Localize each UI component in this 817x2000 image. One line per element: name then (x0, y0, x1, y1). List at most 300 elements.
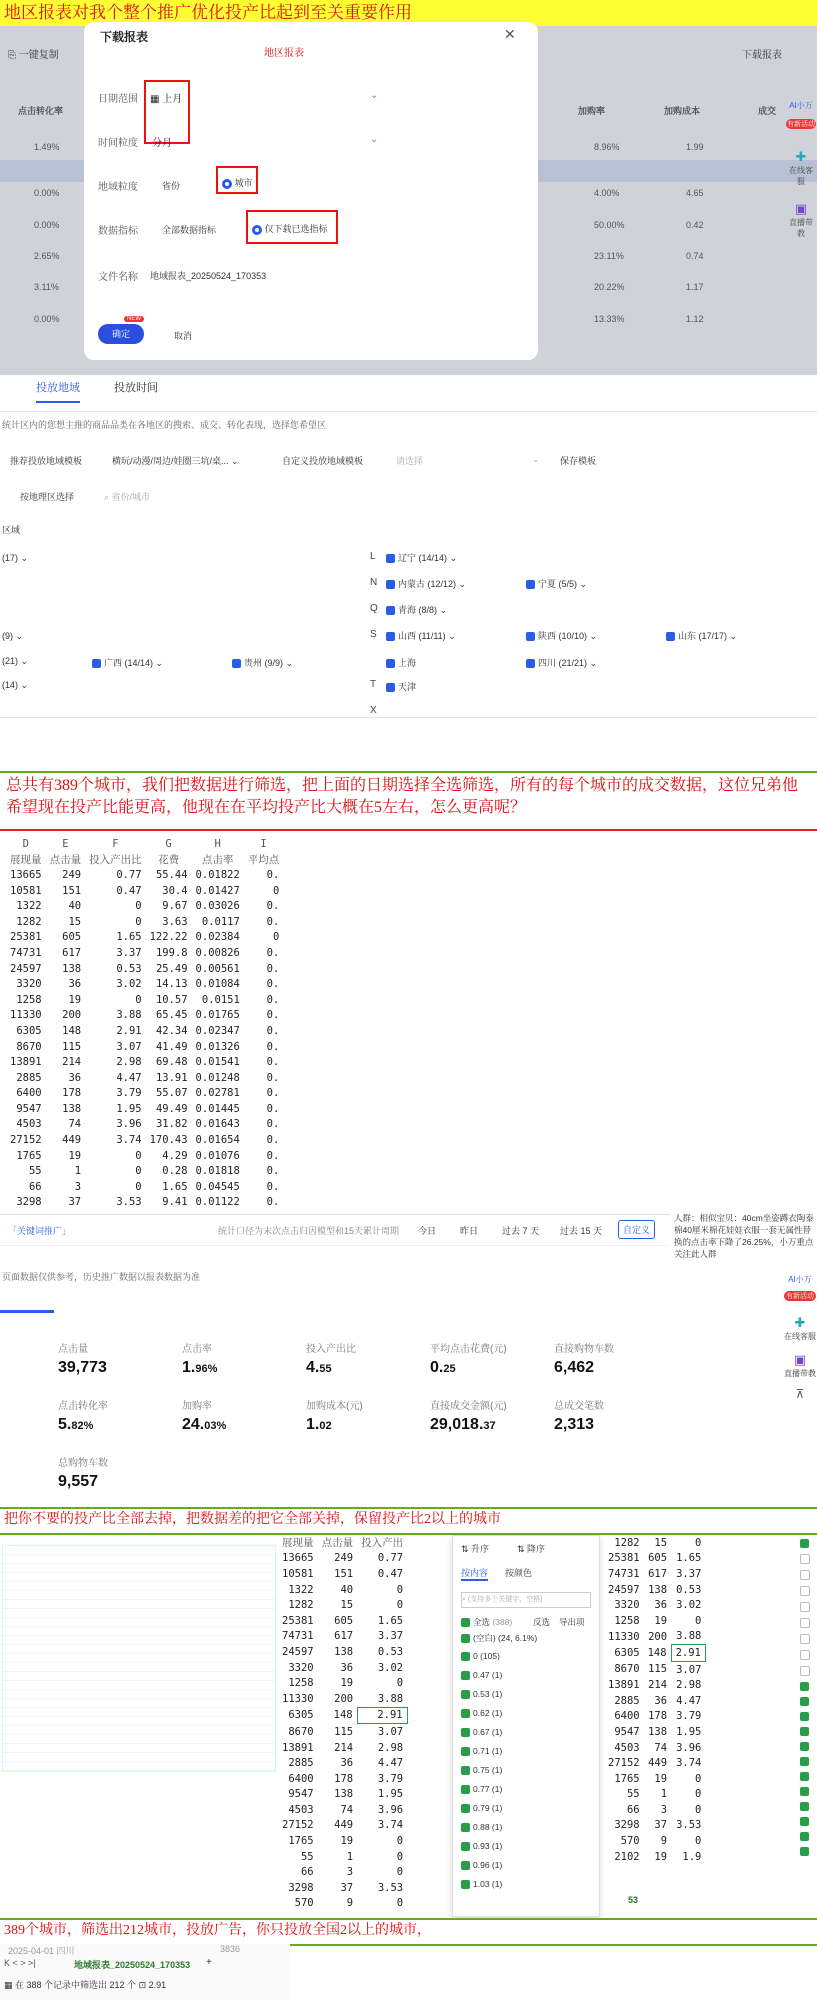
table-cell[interactable]: 3 (346, 1866, 354, 1879)
table-cell[interactable]: 4503 (288, 1803, 314, 1816)
checkbox-checked-icon[interactable] (800, 1802, 809, 1811)
checkbox-checked-icon[interactable] (800, 1682, 809, 1691)
add-sheet-icon[interactable]: + (206, 1957, 212, 1968)
table-cell[interactable]: 3.79 (116, 1087, 142, 1100)
table-cell[interactable]: 0 (135, 1165, 142, 1178)
table-cell[interactable]: 617 (648, 1567, 668, 1580)
table-cell[interactable]: 9.67 (162, 900, 188, 913)
table-cell[interactable]: 3320 (288, 1661, 314, 1674)
partial-region[interactable]: (9) ⌄ (2, 631, 24, 641)
table-cell[interactable]: 0.02384 (195, 931, 240, 944)
ai-label-2[interactable]: AI小万 (788, 1275, 812, 1284)
table-cell[interactable]: 13.91 (155, 1071, 188, 1084)
checkbox-checked-icon[interactable] (800, 1772, 809, 1781)
table-cell[interactable]: 617 (62, 946, 82, 959)
table-cell[interactable]: 0. (266, 993, 280, 1006)
table-cell[interactable]: 0.47 (377, 1567, 404, 1580)
filter-search-input[interactable]: ⌕ (支持多个关键字，空格) (461, 1592, 591, 1608)
table-cell[interactable]: 3.07 (116, 1040, 142, 1053)
table-cell[interactable]: 0.04545 (195, 1180, 240, 1193)
table-cell[interactable]: 0 (135, 993, 142, 1006)
table-cell[interactable]: 0.03026 (195, 900, 240, 913)
table-cell[interactable]: 2885 (288, 1757, 314, 1770)
table-cell[interactable]: 0. (266, 1071, 280, 1084)
table-cell[interactable]: 65.45 (155, 1009, 188, 1022)
table-cell[interactable]: 1322 (16, 900, 42, 913)
table-cell[interactable]: 36 (68, 978, 82, 991)
table-cell[interactable]: 8670 (614, 1663, 640, 1676)
table-cell[interactable]: 10581 (282, 1567, 314, 1580)
checkbox-checked-icon[interactable] (800, 1817, 809, 1826)
table-cell[interactable]: 0. (266, 1149, 280, 1162)
table-cell[interactable]: 74731 (282, 1630, 314, 1643)
table-cell[interactable]: 1.65 (377, 1614, 404, 1627)
table-cell[interactable]: 3.79 (676, 1710, 702, 1723)
custom-template-select[interactable]: 请选择 (396, 456, 424, 466)
table-cell[interactable]: 19 (340, 1835, 354, 1848)
table-cell[interactable]: 2885 (614, 1694, 640, 1707)
table-cell[interactable]: 19 (654, 1850, 668, 1863)
table-cell[interactable]: 1765 (614, 1772, 640, 1785)
service-label-2[interactable]: 在线客服 (784, 1332, 816, 1341)
table-cell[interactable]: 0.77 (116, 868, 142, 881)
metric-card[interactable] (554, 1397, 604, 1434)
checkbox-unchecked-icon[interactable] (800, 1666, 810, 1676)
table-cell[interactable]: 1322 (288, 1583, 314, 1596)
table-cell[interactable]: 570 (620, 1835, 640, 1848)
table-cell[interactable]: 138 (62, 962, 82, 975)
table-cell[interactable]: 0. (266, 1134, 280, 1147)
live-label-2[interactable]: 直播带教 (784, 1369, 816, 1378)
column-header[interactable]: 展现量 (282, 1537, 314, 1550)
select-by-area-button[interactable]: 按地理区选择 (20, 492, 75, 502)
table-cell[interactable]: 25.49 (155, 962, 188, 975)
table-cell[interactable]: 0.01765 (195, 1009, 240, 1022)
table-cell[interactable]: 151 (62, 884, 82, 897)
table-cell[interactable]: 3.88 (377, 1692, 404, 1705)
table-cell[interactable]: 3.53 (116, 1196, 142, 1206)
table-cell[interactable]: 6305 (614, 1646, 640, 1659)
table-cell[interactable]: 0.01541 (195, 1056, 240, 1069)
region-guizhou[interactable]: 贵州 (9/9) ⌄ (232, 656, 293, 669)
table-cell[interactable]: 0 (396, 1835, 404, 1848)
scroll-top-icon[interactable]: ⊼ (795, 1387, 805, 1401)
table-cell[interactable]: 74731 (10, 946, 42, 959)
all-metrics-option[interactable]: 全部数据指标 (162, 225, 217, 235)
table-cell[interactable]: 570 (294, 1897, 314, 1910)
filter-option[interactable] (461, 1879, 502, 1889)
region-shanxi[interactable]: 山西 (11/11) ⌄ (386, 629, 456, 642)
table-cell[interactable]: 0. (266, 900, 280, 913)
table-cell[interactable]: 9547 (16, 1102, 42, 1115)
service-label[interactable]: 在线客服 (789, 166, 813, 186)
filter-option[interactable] (461, 1651, 500, 1661)
table-cell[interactable]: 0.0151 (201, 993, 240, 1006)
metric-card[interactable] (58, 1454, 108, 1491)
province-option[interactable] (162, 179, 180, 192)
filter-option[interactable] (461, 1822, 502, 1832)
table-cell[interactable]: 0.53 (377, 1645, 404, 1658)
region-ningxia[interactable]: 宁夏 (5/5) ⌄ (526, 577, 587, 590)
region-liaoning[interactable]: 辽宁 (14/14) ⌄ (386, 551, 457, 564)
table-cell[interactable]: 0.01248 (195, 1071, 240, 1084)
table-cell[interactable]: 249 (62, 868, 82, 881)
region-shanghai[interactable] (386, 656, 416, 669)
table-cell[interactable]: 151 (334, 1567, 354, 1580)
table-cell[interactable]: 6305 (288, 1709, 314, 1722)
table-cell[interactable]: 605 (62, 931, 82, 944)
table-cell[interactable]: 3.53 (377, 1881, 404, 1894)
tab-region[interactable]: 投放地域 (36, 379, 80, 403)
table-cell[interactable]: 3.07 (676, 1663, 702, 1676)
table-cell[interactable]: 0. (266, 978, 280, 991)
table-cell[interactable]: 9.41 (162, 1196, 188, 1206)
metric-card[interactable] (430, 1397, 507, 1434)
table-cell[interactable]: 55 (28, 1165, 42, 1178)
table-cell[interactable]: 138 (648, 1725, 668, 1738)
tab-by-color[interactable]: 按颜色 (505, 1568, 533, 1578)
table-cell[interactable]: 1.95 (116, 1102, 142, 1115)
table-cell[interactable]: 0. (266, 1180, 280, 1193)
table-cell[interactable]: 1 (346, 1850, 354, 1863)
table-cell[interactable]: 3.37 (377, 1630, 404, 1643)
region-neimenggu[interactable]: 内蒙古 (12/12) ⌄ (386, 577, 466, 590)
table-cell[interactable]: 1 (74, 1165, 82, 1178)
checkbox-unchecked-icon[interactable] (800, 1586, 810, 1596)
region-qinghai[interactable]: 青海 (8/8) ⌄ (386, 603, 447, 616)
table-cell[interactable]: 605 (334, 1614, 354, 1627)
table-cell[interactable]: 30.4 (162, 884, 188, 897)
table-cell[interactable]: 4.47 (377, 1757, 404, 1770)
table-cell[interactable]: 0.47 (116, 884, 142, 897)
table-cell[interactable]: 3.96 (377, 1803, 404, 1816)
checkbox-unchecked-icon[interactable] (800, 1634, 810, 1644)
close-icon[interactable]: ✕ (504, 26, 516, 42)
table-cell[interactable]: 10581 (10, 884, 42, 897)
table-cell[interactable]: 214 (62, 1056, 82, 1069)
table-cell[interactable]: 0.53 (116, 962, 142, 975)
table-cell[interactable]: 36 (654, 1599, 668, 1612)
metric-card[interactable] (182, 1397, 226, 1434)
table-cell[interactable]: 40 (340, 1583, 354, 1596)
table-cell[interactable]: 0 (695, 1614, 702, 1627)
table-cell[interactable]: 9547 (614, 1725, 640, 1738)
table-cell[interactable]: 3.37 (676, 1567, 702, 1580)
table-cell[interactable]: 2.98 (676, 1679, 702, 1692)
table-cell[interactable]: 15 (340, 1599, 354, 1612)
table-cell[interactable]: 74731 (608, 1567, 640, 1580)
table-cell[interactable]: 6400 (288, 1772, 314, 1785)
tab-by-content[interactable]: 按内容 (461, 1566, 488, 1581)
table-cell[interactable]: 3.88 (676, 1630, 702, 1643)
table-cell[interactable]: 0.01122 (195, 1196, 240, 1206)
table-cell[interactable]: 0.01445 (195, 1102, 240, 1115)
table-cell[interactable]: 3320 (614, 1599, 640, 1612)
table-cell[interactable]: 0. (266, 962, 280, 975)
table-cell[interactable]: 66 (300, 1866, 314, 1879)
table-cell[interactable]: 3.02 (676, 1599, 702, 1612)
table-cell[interactable]: 13665 (282, 1552, 314, 1565)
table-cell[interactable]: 1282 (288, 1599, 314, 1612)
filter-option[interactable] (461, 1860, 502, 1870)
table-cell[interactable]: 37 (68, 1196, 82, 1206)
table-cell[interactable]: 1.95 (377, 1788, 404, 1801)
table-cell[interactable]: 11330 (10, 1009, 42, 1022)
filter-option[interactable] (461, 1803, 502, 1813)
sheet-tab[interactable]: 地域报表_20250524_170353 (74, 1960, 191, 1970)
region-shandong[interactable]: 山东 (17/17) ⌄ (666, 629, 737, 642)
table-cell[interactable]: 1765 (16, 1149, 42, 1162)
table-cell[interactable]: 0.01084 (195, 978, 240, 991)
table-cell[interactable]: 66 (626, 1803, 640, 1816)
region-guangxi[interactable]: 广西 (14/14) ⌄ (92, 656, 163, 669)
table-cell[interactable]: 449 (334, 1819, 354, 1832)
filter-option[interactable] (461, 1746, 502, 1756)
sort-asc-button[interactable]: ⇅ 升序 (461, 1544, 490, 1554)
table-cell[interactable]: 138 (62, 1102, 82, 1115)
table-cell[interactable]: 6400 (614, 1710, 640, 1723)
table-cell[interactable]: 0 (272, 884, 280, 897)
filter-option[interactable] (461, 1689, 502, 1699)
table-cell[interactable]: 8670 (16, 1040, 42, 1053)
table-cell[interactable]: 3298 (288, 1881, 314, 1894)
table-cell[interactable]: 214 (334, 1741, 354, 1754)
date-custom[interactable]: 自定义 (618, 1220, 655, 1239)
invert-button[interactable]: 反选 (533, 1617, 551, 1627)
table-cell[interactable]: 24597 (608, 1583, 640, 1596)
table-cell[interactable]: 148 (647, 1646, 667, 1659)
keyword-link[interactable]: 「关键词推广」 (8, 1226, 72, 1236)
table-cell[interactable]: 13665 (10, 868, 42, 881)
table-cell[interactable]: 249 (334, 1552, 354, 1565)
table-cell[interactable]: 122.22 (149, 931, 188, 944)
table-cell[interactable]: 2.98 (116, 1056, 142, 1069)
table-cell[interactable]: 178 (62, 1087, 82, 1100)
table-cell[interactable]: 27152 (608, 1757, 640, 1770)
table-cell[interactable]: 3.79 (377, 1772, 404, 1785)
table-cell[interactable]: 0.01076 (195, 1149, 240, 1162)
table-cell[interactable]: 1.65 (162, 1180, 188, 1193)
table-cell[interactable]: 9 (660, 1835, 668, 1848)
filename-value[interactable]: 地域报表_20250524_170353 (150, 271, 267, 281)
table-cell[interactable]: 0.53 (676, 1583, 702, 1596)
table-cell[interactable]: 170.43 (149, 1134, 188, 1147)
table-cell[interactable]: 3.88 (116, 1009, 142, 1022)
table-cell[interactable]: 1258 (16, 993, 42, 1006)
table-cell[interactable]: 138 (648, 1583, 668, 1596)
table-cell[interactable]: 37 (340, 1881, 354, 1894)
table-cell[interactable]: 0 (135, 900, 142, 913)
table-cell[interactable]: 0. (266, 1009, 280, 1022)
table-cell[interactable]: 200 (62, 1009, 82, 1022)
selected-metrics-option[interactable] (252, 222, 328, 235)
checkbox-checked-icon[interactable] (800, 1742, 809, 1751)
table-cell[interactable]: 15 (68, 915, 82, 928)
cancel-button[interactable]: 取消 (174, 331, 193, 341)
chevron-down-icon[interactable]: ⌄ (532, 454, 540, 464)
table-cell[interactable]: 36 (340, 1661, 354, 1674)
table-cell[interactable]: 0 (135, 915, 142, 928)
table-cell[interactable]: 11330 (282, 1692, 314, 1705)
table-cell[interactable]: 0.01643 (195, 1118, 240, 1131)
table-cell[interactable]: 0.01654 (195, 1134, 240, 1147)
filter-option[interactable] (461, 1708, 502, 1718)
save-template-button[interactable]: 保存模板 (560, 456, 597, 466)
table-cell[interactable]: 6305 (16, 1024, 42, 1037)
table-cell[interactable]: 25381 (10, 931, 42, 944)
table-cell[interactable]: 0 (396, 1599, 404, 1612)
table-cell[interactable]: 617 (334, 1630, 354, 1643)
table-cell[interactable]: 6400 (16, 1087, 42, 1100)
filter-option[interactable] (461, 1670, 502, 1680)
table-cell[interactable]: 0. (266, 1056, 280, 1069)
table-cell[interactable]: 0. (266, 1024, 280, 1037)
table-cell[interactable]: 3 (660, 1803, 668, 1816)
partial-region[interactable]: (14) ⌄ (2, 680, 29, 690)
checkbox-unchecked-icon[interactable] (800, 1570, 810, 1580)
table-cell[interactable]: 0.77 (377, 1552, 404, 1565)
metric-card[interactable] (58, 1397, 108, 1434)
metric-card[interactable] (182, 1340, 217, 1377)
table-cell[interactable]: 148 (62, 1024, 82, 1037)
table-cell[interactable]: 1.65 (116, 931, 142, 944)
ai-label[interactable]: AI小万 (789, 101, 813, 110)
table-cell[interactable]: 0 (396, 1897, 404, 1910)
table-cell[interactable]: 3.74 (676, 1757, 702, 1770)
checkbox-unchecked-icon[interactable] (800, 1650, 810, 1660)
table-cell[interactable]: 31.82 (155, 1118, 188, 1131)
table-cell[interactable]: 4.47 (116, 1071, 142, 1084)
table-cell[interactable]: 40 (68, 900, 82, 913)
table-cell[interactable]: 2885 (16, 1071, 42, 1084)
table-cell[interactable]: 66 (28, 1180, 42, 1193)
checkbox-checked-icon[interactable] (800, 1727, 809, 1736)
table-cell[interactable]: 0.01326 (195, 1040, 240, 1053)
table-cell[interactable]: 2.98 (377, 1741, 404, 1754)
column-header[interactable]: 投入产出 (361, 1537, 404, 1550)
table-cell[interactable]: 1258 (288, 1677, 314, 1690)
table-cell[interactable]: 200 (334, 1692, 354, 1705)
table-cell[interactable]: 9547 (288, 1788, 314, 1801)
partial-region[interactable]: (21) ⌄ (2, 656, 29, 666)
table-cell[interactable]: 0 (695, 1788, 702, 1801)
export-button[interactable]: 导出项 (559, 1617, 585, 1627)
table-cell[interactable]: 148 (333, 1709, 353, 1722)
table-cell[interactable]: 115 (334, 1725, 354, 1738)
checkbox-checked-icon[interactable] (800, 1712, 809, 1721)
metric-card[interactable] (58, 1340, 107, 1377)
table-cell[interactable]: 27152 (282, 1819, 314, 1832)
table-cell[interactable]: 55.44 (155, 868, 188, 881)
table-cell[interactable]: 178 (334, 1772, 354, 1785)
table-cell[interactable]: 3.74 (116, 1134, 142, 1147)
table-cell[interactable]: 2.91 (357, 1707, 407, 1724)
table-cell[interactable]: 19 (340, 1677, 354, 1690)
table-cell[interactable]: 0. (266, 868, 280, 881)
table-cell[interactable]: 42.34 (155, 1024, 188, 1037)
download-report-button[interactable] (742, 46, 782, 61)
metric-card[interactable] (306, 1397, 363, 1434)
table-cell[interactable]: 0.00826 (195, 946, 240, 959)
table-cell[interactable]: 1.65 (676, 1552, 702, 1565)
table-cell[interactable]: 138 (334, 1788, 354, 1801)
confirm-button[interactable] (98, 324, 144, 344)
table-cell[interactable]: 214 (648, 1679, 668, 1692)
table-cell[interactable]: 37 (654, 1819, 668, 1832)
table-cell[interactable]: 36 (68, 1071, 82, 1084)
table-cell[interactable]: 200 (648, 1630, 668, 1643)
table-cell[interactable]: 55 (300, 1850, 314, 1863)
table-cell[interactable]: 3.07 (377, 1725, 404, 1738)
table-cell[interactable]: 55.07 (155, 1087, 188, 1100)
checkbox-checked-icon[interactable] (800, 1697, 809, 1706)
region-tianjin[interactable] (386, 680, 416, 693)
table-cell[interactable]: 25381 (282, 1614, 314, 1627)
table-cell[interactable]: 1282 (614, 1536, 640, 1549)
table-cell[interactable]: 69.48 (155, 1056, 188, 1069)
granularity-select[interactable]: 分月 (152, 138, 172, 149)
table-cell[interactable]: 14.13 (155, 978, 188, 991)
table-cell[interactable]: 449 (62, 1134, 82, 1147)
table-cell[interactable]: 0 (695, 1772, 702, 1785)
sheet-nav-arrows[interactable]: K < > >| (4, 1958, 36, 1968)
filter-option[interactable] (461, 1632, 537, 1644)
table-cell[interactable]: 49.49 (155, 1102, 188, 1115)
metric-card[interactable] (554, 1340, 614, 1377)
table-cell[interactable]: 0. (266, 1165, 280, 1178)
column-header[interactable]: 点击量 (321, 1537, 354, 1550)
date-today[interactable]: 今日 (418, 1226, 437, 1236)
table-cell[interactable]: 0 (695, 1803, 702, 1816)
table-cell[interactable]: 24597 (282, 1645, 314, 1658)
table-cell[interactable]: 13891 (282, 1741, 314, 1754)
checkbox-checked-icon[interactable] (800, 1847, 809, 1856)
table-cell[interactable]: 0.02781 (195, 1087, 240, 1100)
table-cell[interactable]: 3298 (16, 1196, 42, 1206)
chevron-down-icon[interactable]: ⌄ (370, 90, 379, 101)
table-cell[interactable]: 74 (68, 1118, 82, 1131)
copy-button[interactable]: ⎘ 一键复制 (8, 50, 59, 61)
table-cell[interactable]: 4503 (614, 1741, 640, 1754)
table-cell[interactable]: 3320 (16, 978, 42, 991)
checkbox-unchecked-icon[interactable] (800, 1602, 810, 1612)
table-cell[interactable]: 74 (654, 1741, 668, 1754)
table-cell[interactable]: 10.57 (155, 993, 188, 1006)
table-cell[interactable]: 0. (266, 915, 280, 928)
checkbox-unchecked-icon[interactable] (800, 1618, 810, 1628)
live-label[interactable]: 直播带教 (789, 218, 813, 238)
table-cell[interactable]: 115 (62, 1040, 82, 1053)
table-cell[interactable]: 0.01427 (195, 884, 240, 897)
select-all-checkbox[interactable] (461, 1616, 512, 1628)
table-cell[interactable]: 449 (648, 1757, 668, 1770)
date-select[interactable]: ▦ 上月 (150, 94, 183, 105)
table-cell[interactable]: 19 (68, 1149, 82, 1162)
table-cell[interactable]: 1 (660, 1788, 668, 1801)
table-cell[interactable]: 3.63 (162, 915, 188, 928)
partial-region[interactable]: (17) ⌄ (2, 553, 29, 563)
table-cell[interactable]: 2.91 (671, 1645, 705, 1662)
table-cell[interactable]: 0. (266, 1040, 280, 1053)
checkbox-checked-icon[interactable] (800, 1832, 809, 1841)
date-yesterday[interactable]: 昨日 (460, 1226, 479, 1236)
table-cell[interactable]: 55 (626, 1788, 640, 1801)
table-cell[interactable]: 4.47 (676, 1694, 702, 1707)
chevron-down-icon[interactable]: ⌄ (370, 134, 379, 145)
checkbox-checked-icon[interactable] (800, 1787, 809, 1796)
table-cell[interactable]: 13891 (608, 1679, 640, 1692)
table-cell[interactable]: 41.49 (155, 1040, 188, 1053)
